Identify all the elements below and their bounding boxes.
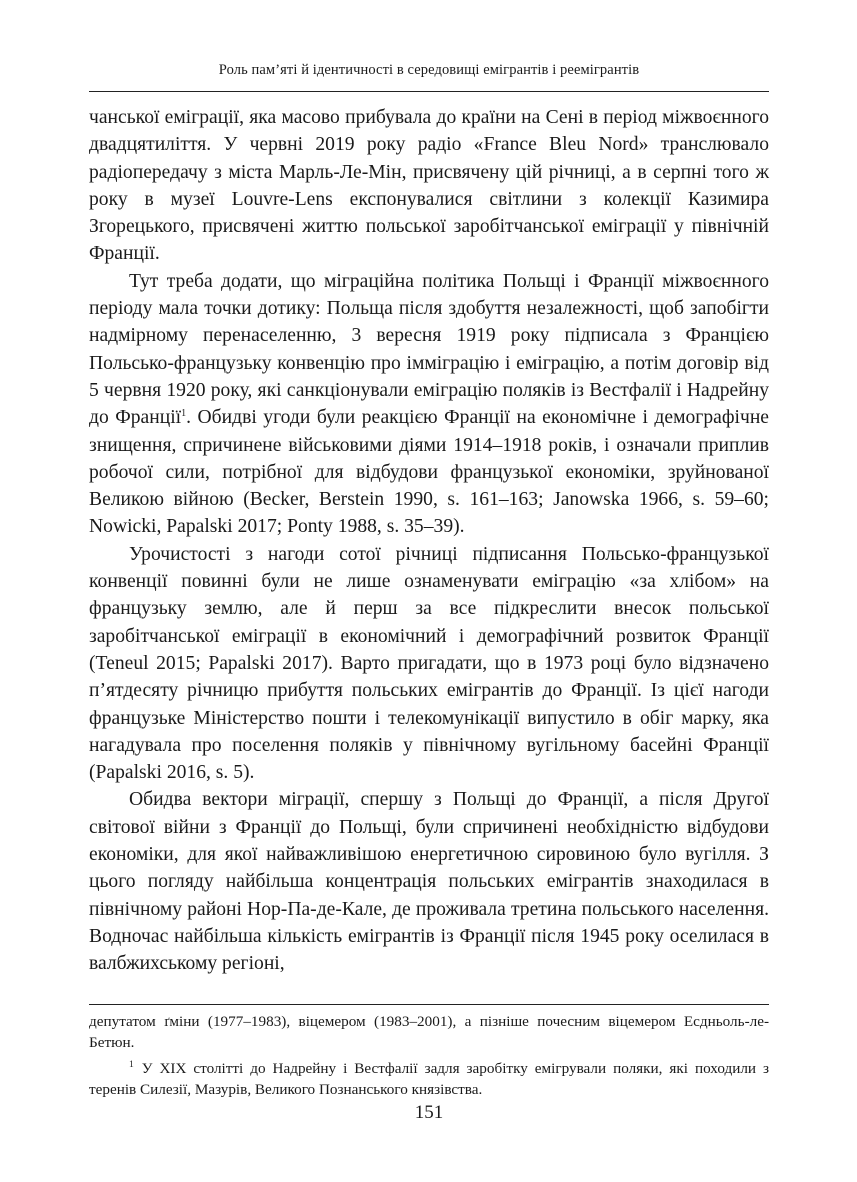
body-text xyxy=(89,104,769,978)
paragraph-2-part-b: . Обидві угоди були реакцією Франції на економічне і демографічне знищення, спричинене військовими діями 1914–1918 років, і означали приплив робочої сили, потрібної для відбудови французької економіки, зруйнованої Великою війною (Becker, Berstein 1990, s. 161–163; Janowska 1966, s. 59–60; Nowicki, Papalski 2017; Ponty 1988, s. 35–39). xyxy=(89,407,770,538)
paragraph-2 xyxy=(89,268,769,541)
footnote-reference-1[interactable]: 1 xyxy=(181,408,187,420)
footnote-1 xyxy=(89,1059,769,1100)
page-number: 151 xyxy=(414,1102,444,1123)
paragraph-3: Урочистості з нагоди сотої річниці підписання Польсько-французької конвенції повинні були не лише ознаменувати еміграцію «за хлібом» на французьку землю, але й перш за все підкреслити внесок польської заробітчанської еміграції в економічний і демографічний розвиток Франції (Teneul 2015; Papalski 2017). Варто пригадати, що в 1973 році було відзначено п’ятдесяту річницю прибуття польських емігрантів до Франції. Із цієї нагоди французьке Міністерство пошти і телекомунікації випустило в обіг марку, яка нагадувала про поселення поляків у північному вугільному басейні Франції (Papalski 2016, s. 5). xyxy=(89,543,769,784)
paragraph-1: чанської еміграції, яка масово прибувала до країни на Сені в період міжвоєнного двадцятиліття. У червні 2019 року радіо «France Bleu Nord» транслювало радіопередачу з міста Марль-Ле-Мін, присвячену цій річниці, а в серпні того ж року в музеї Louvre-Lens експонувалися світлини з колекції Казимира Згорецького, присвячені життю польської заробітчанської еміграції у північній Франції. xyxy=(89,107,769,265)
footnote-rule xyxy=(89,1004,769,1005)
footnote-1-mark: 1 xyxy=(129,1060,134,1070)
paragraph-4: Обидва вектори міграції, спершу з Польщі до Франції, а після Другої світової війни з Франції до Польщі, були спричинені необхідністю відбудови економіки, для якої найважливішою енергетичною сировиною було вугілля. З цього погляду найбільша концентрація польських емігрантів знаходилася в північному районі Нор-Па-де-Кале, де проживала третина польського населення. Водночас найбільша кількість емігрантів із Франції після 1945 року оселилася в валбжихському регіоні, xyxy=(89,789,769,975)
footnote-1-text: У XIX столітті до Надрейну і Вестфалії задля заробітку емігрували поляки, які походили з теренів Силезії, Мазурів, Великого Познанського князівства. xyxy=(89,1060,769,1098)
running-head: Роль пам’яті й ідентичності в середовищі емігрантів і реемігрантів xyxy=(218,62,640,78)
paragraph-2-part-a: Тут треба додати, що міграційна політика Польщі і Франції міжвоєнного періоду мала точки дотику: Польща після здобуття незалежності, щоб запобігти надмірному перенаселенню, 3 вересня 1919 року підписала з Францією Польсько-французьку конвенцію про імміграцію і еміграцію, а потім договір від 5 червня 1920 року, які санкціонували еміграцію поляків із Вестфалії і Надрейну до Франції xyxy=(89,270,769,429)
footnotes xyxy=(89,1012,769,1100)
footnote-continued: депутатом ґміни (1977–1983), віцемером (1983–2001), а пізніше почесним віцемером Есдньоль-ле-Бетюн. xyxy=(89,1013,769,1051)
header-rule xyxy=(89,91,769,92)
